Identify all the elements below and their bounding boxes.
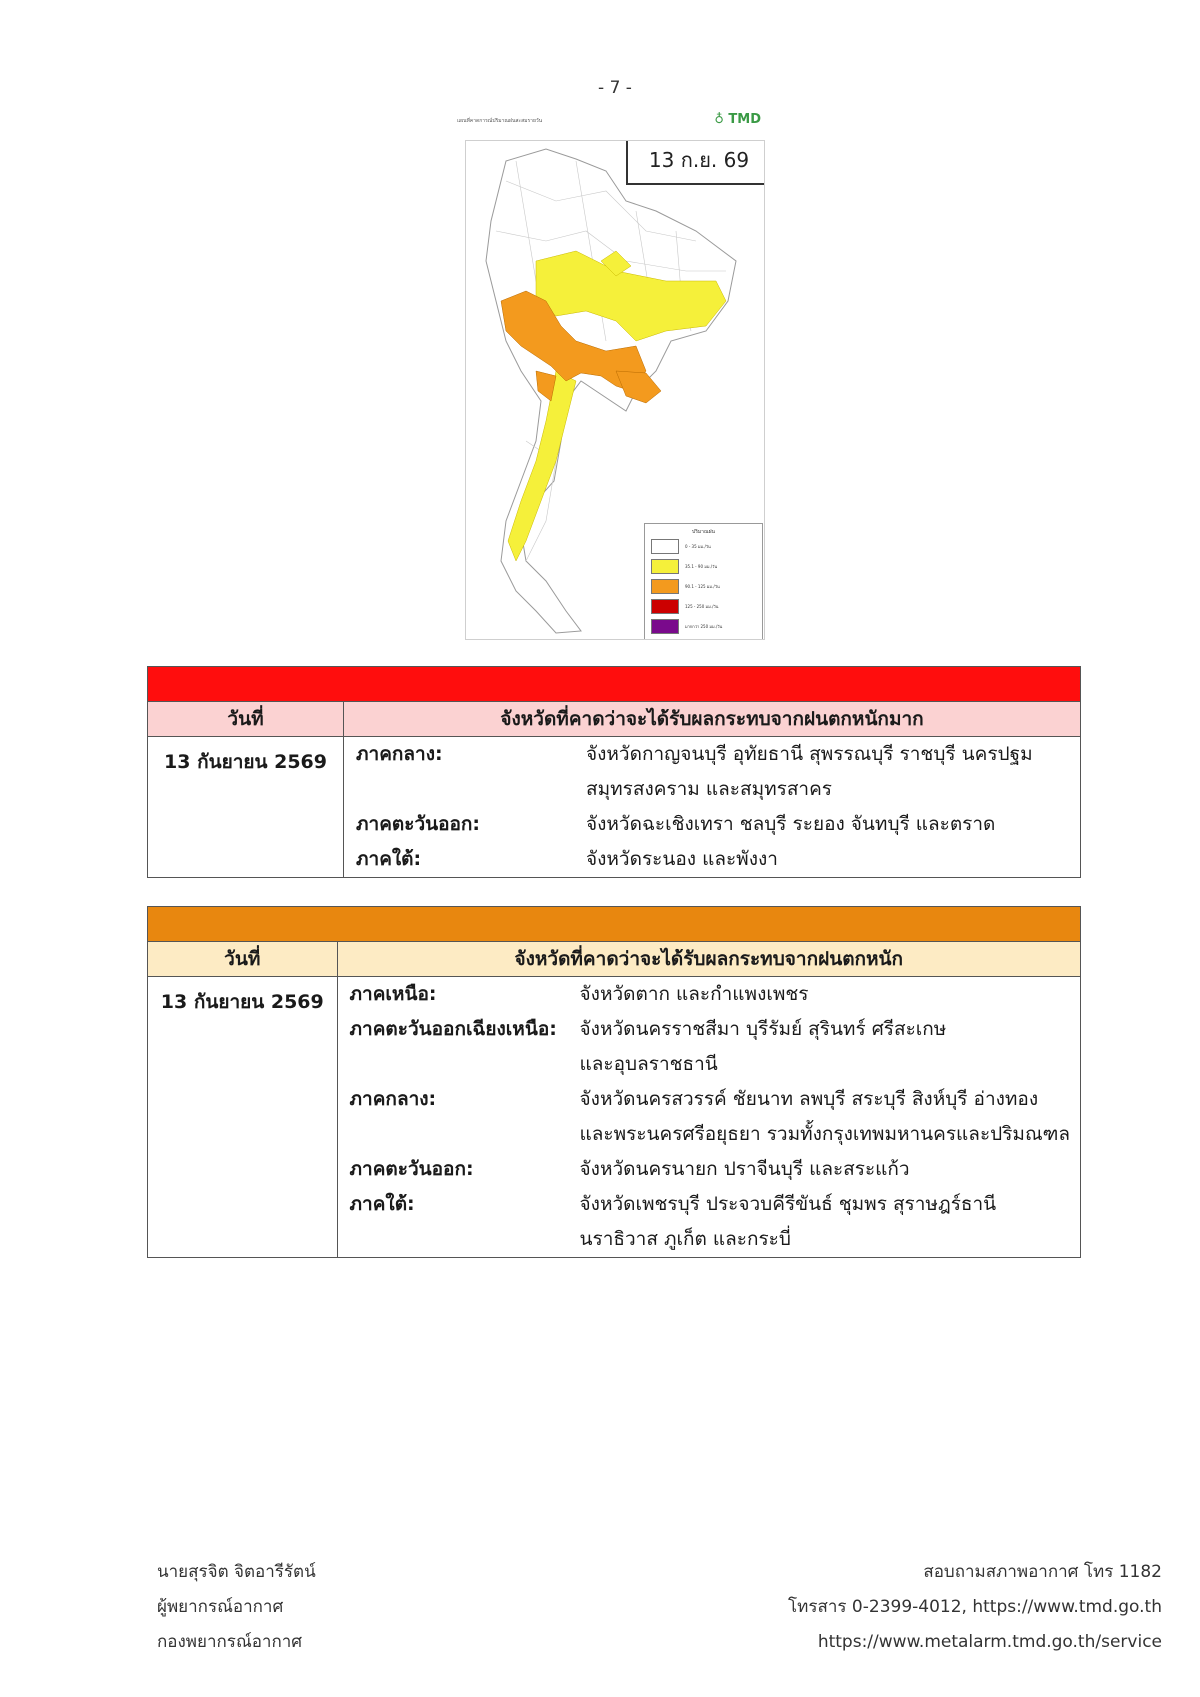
legend-item — [651, 576, 762, 596]
map-header — [453, 112, 767, 140]
province-line: จังหวัดนครราชสีมา บุรีรัมย์ สุรินทร์ ศรีสะเกษ — [579, 1018, 947, 1040]
region-row — [344, 842, 1080, 877]
region-list — [337, 977, 1080, 1258]
heavy-rain-bar — [148, 907, 1081, 942]
heavy-rain-table — [147, 906, 1081, 1258]
region-provinces — [586, 807, 1080, 842]
col-head-provinces: จังหวัดที่คาดว่าจะได้รับผลกระทบจากฝนตกหนักมาก — [344, 702, 1081, 737]
region-row — [344, 737, 1080, 807]
col-head-date: วันที่ — [148, 702, 344, 737]
legend-swatch — [651, 599, 679, 614]
forecast-date: 13 กันยายน 2569 — [148, 737, 344, 878]
tmd-logo-text: TMD — [728, 112, 761, 127]
rainfall-forecast-map — [453, 112, 767, 640]
legend-item — [651, 616, 762, 636]
region-row — [338, 1012, 1080, 1082]
legend-swatch — [651, 619, 679, 634]
legend-swatch — [651, 559, 679, 574]
forecaster-title: ผู้พยากรณ์อากาศ — [157, 1597, 284, 1617]
legend-label: 0 - 35 มม./วัน — [685, 543, 711, 549]
page-number: - 7 - — [598, 78, 632, 98]
very-heavy-rain-bar — [148, 667, 1081, 702]
legend-label: มากกว่า 250 มม./วัน — [685, 623, 723, 629]
tmd-logo-icon: ♁ — [714, 112, 724, 127]
col-head-date: วันที่ — [148, 942, 338, 977]
region-name: ภาคตะวันออกเฉียงเหนือ: — [349, 1018, 557, 1040]
very-heavy-rain-table — [147, 666, 1081, 878]
region-name: ภาคใต้: — [349, 1193, 415, 1215]
province-line: จังหวัดระนอง และพังงา — [586, 848, 778, 870]
tmd-logo — [714, 112, 761, 127]
region-row — [338, 1187, 1080, 1257]
province-line: และอุบลราชธานี — [579, 1053, 718, 1075]
region-name: ภาคกลาง: — [356, 743, 443, 765]
legend-item — [651, 556, 762, 576]
region-provinces — [580, 1082, 1080, 1152]
province-line: และพระนครศรีอยุธยา รวมทั้งกรุงเทพมหานครและปริมณฑล — [579, 1123, 1070, 1145]
legend-title: ปริมาณฝน — [692, 529, 715, 535]
region-list — [344, 737, 1081, 878]
region-name: ภาคตะวันออก: — [349, 1158, 474, 1180]
region-row — [344, 807, 1080, 842]
region-name: ภาคเหนือ: — [349, 983, 437, 1005]
map-date-label: 13 ก.ย. 69 — [626, 140, 765, 185]
region-provinces — [580, 1012, 1080, 1082]
legend-label: 90.1 - 125 มม./วัน — [685, 583, 720, 589]
contact-fax-website[interactable]: โทรสาร 0-2399-4012, https://www.tmd.go.th — [788, 1597, 1162, 1617]
region-row — [338, 1082, 1080, 1152]
legend-item — [651, 536, 762, 556]
region-name: ภาคตะวันออก: — [356, 813, 481, 835]
forecast-date: 13 กันยายน 2569 — [148, 977, 338, 1258]
region-provinces — [580, 977, 1080, 1012]
forecaster-division: กองพยากรณ์อากาศ — [157, 1632, 303, 1652]
footer-contact — [788, 1555, 1162, 1660]
region-provinces — [586, 842, 1080, 877]
region-provinces — [580, 1187, 1080, 1257]
legend-label: 125 - 250 มม./วัน — [685, 603, 719, 609]
region-row — [338, 1152, 1080, 1187]
contact-phone: สอบถามสภาพอากาศ โทร 1182 — [923, 1562, 1162, 1582]
region-name: ภาคกลาง: — [349, 1088, 437, 1110]
province-line: จังหวัดกาญจนบุรี อุทัยธานี สุพรรณบุรี ราชบุรี นครปฐม — [586, 743, 1033, 765]
map-header-title: แผนที่คาดการณ์ปริมาณฝนสะสมรายวัน — [457, 118, 543, 124]
legend-swatch — [651, 579, 679, 594]
map-legend — [644, 523, 763, 640]
province-line: นราธิวาส ภูเก็ต และกระบี่ — [579, 1228, 791, 1250]
region-provinces — [586, 737, 1080, 807]
province-line: จังหวัดเพชรบุรี ประจวบคีรีขันธ์ ชุมพร สุราษฎร์ธานี — [579, 1193, 997, 1215]
footer-forecaster — [157, 1555, 316, 1660]
province-line: จังหวัดนครสวรรค์ ชัยนาท ลพบุรี สระบุรี สิงห์บุรี อ่างทอง — [579, 1088, 1039, 1110]
col-head-provinces: จังหวัดที่คาดว่าจะได้รับผลกระทบจากฝนตกหนัก — [337, 942, 1080, 977]
province-line: จังหวัดตาก และกำแพงเพชร — [579, 983, 809, 1005]
province-line: จังหวัดฉะเชิงเทรา ชลบุรี ระยอง จันทบุรี และตราด — [586, 813, 996, 835]
region-name: ภาคใต้: — [356, 848, 422, 870]
legend-swatch — [651, 539, 679, 554]
province-line: สมุทรสงคราม และสมุทรสาคร — [586, 778, 832, 800]
legend-item — [651, 596, 762, 616]
region-row — [338, 977, 1080, 1012]
region-provinces — [580, 1152, 1080, 1187]
forecaster-name: นายสุรจิต จิตอารีรัตน์ — [157, 1562, 316, 1582]
province-line: จังหวัดนครนายก ปราจีนบุรี และสระแก้ว — [579, 1158, 910, 1180]
legend-label: 35.1 - 90 มม./วัน — [685, 563, 718, 569]
map-frame — [465, 140, 765, 640]
contact-service-link[interactable]: https://www.metalarm.tmd.go.th/service — [817, 1632, 1162, 1652]
